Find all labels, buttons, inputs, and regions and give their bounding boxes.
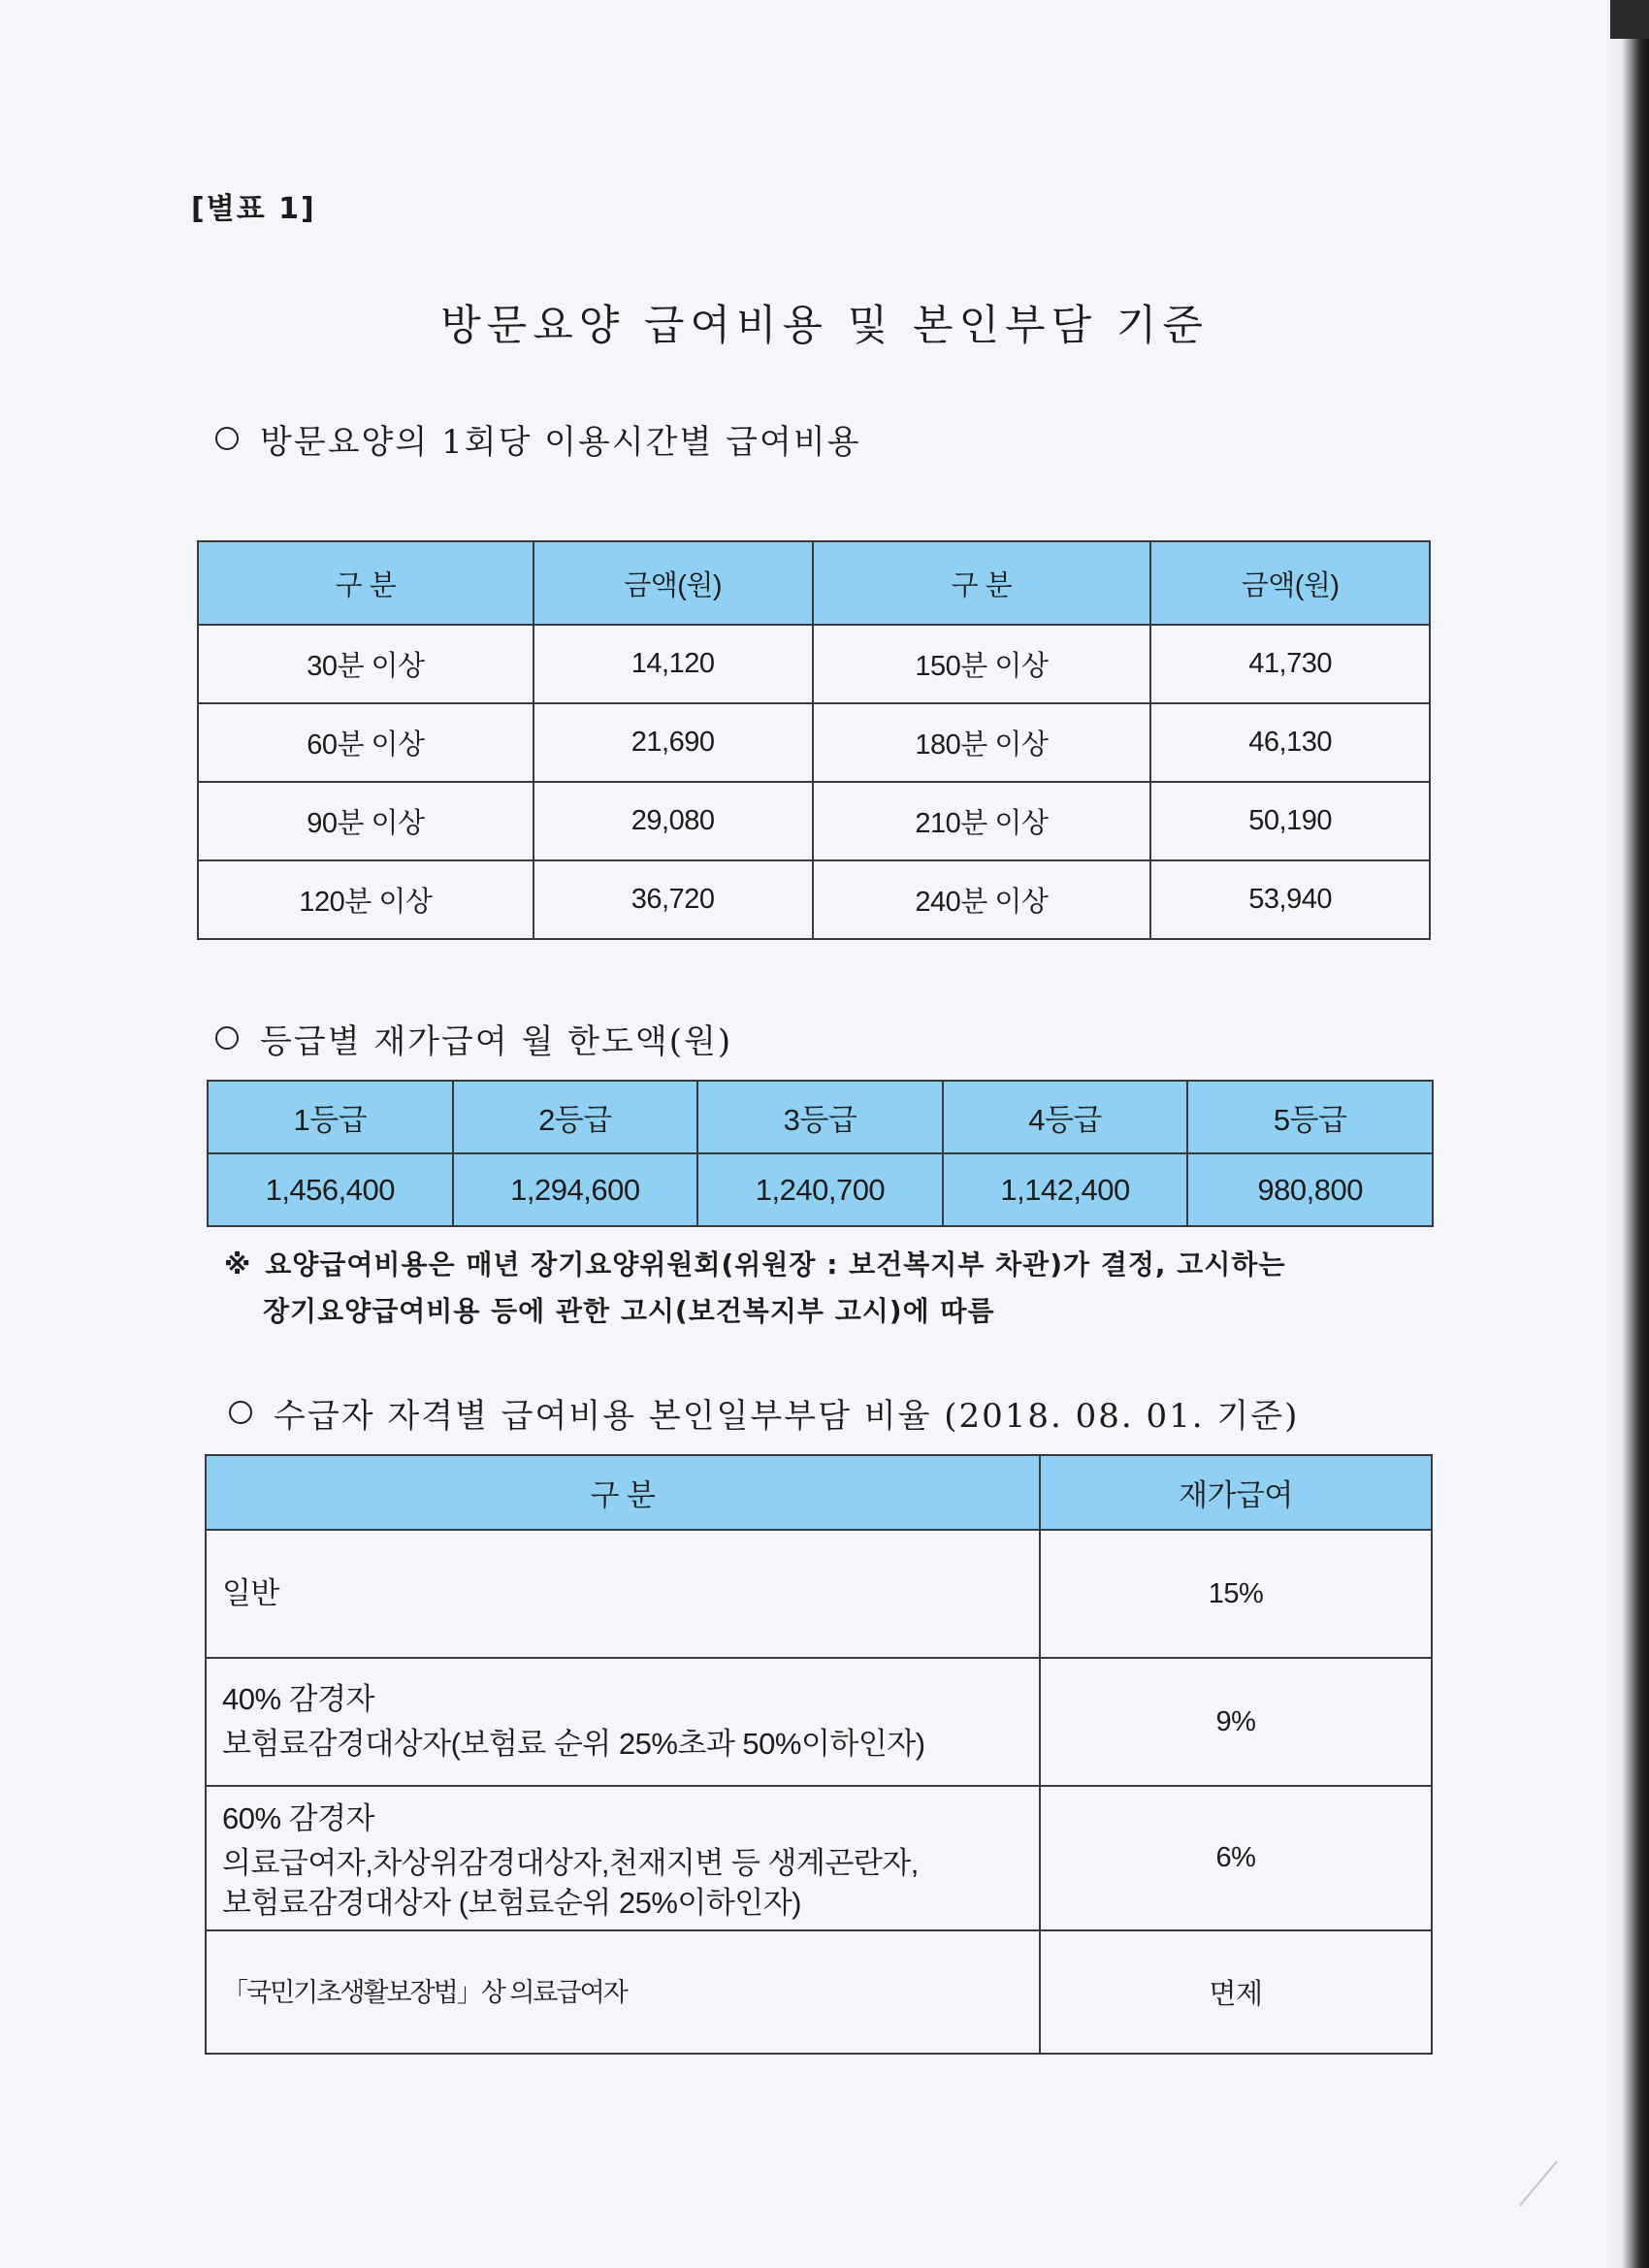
category-line: 「국민기초생활보장법」상 의료급여자 [222,1977,627,2007]
duration-cell: 240분 이상 [813,860,1151,939]
category-cell [206,1786,1040,1930]
table-row [198,782,1430,860]
section3-heading [229,1389,1299,1437]
amount-cell: 14,120 [534,625,813,703]
section2-heading-text: 등급별 재가급여 월 한도액(원) [260,1022,733,1061]
duration-cell: 30분 이상 [198,625,534,703]
amount-cell: 46,130 [1150,703,1430,782]
amount-cell: 50,190 [1150,782,1430,860]
grade-limit-table [207,1080,1434,1227]
ratio-cell: 9% [1040,1658,1432,1786]
reference-mark-icon: ※ [224,1248,252,1280]
limit-amount-cell: 1,240,700 [697,1153,943,1226]
header-amount-2: 금액(원) [1150,541,1430,625]
annex-label: [별표 1] [191,192,316,226]
section3-heading-text: 수급자 자격별 급여비용 본인일부부담 비율 (2018. 08. 01. 기준) [274,1397,1300,1436]
amount-cell: 53,940 [1150,860,1430,939]
table-row [198,860,1430,939]
category-line: 일반 [222,1576,279,1610]
section1-heading-text: 방문요양의 1회당 이용시간별 급여비용 [260,423,861,462]
grade-row [208,1081,1433,1153]
table-row [198,703,1430,782]
amount-row [208,1153,1433,1226]
circle-bullet-icon [215,1026,239,1050]
ratio-cell: 15% [1040,1530,1432,1658]
scan-edge-corner [1610,0,1649,39]
header-category-2: 구 분 [813,541,1151,625]
footnote-line2: 장기요양급여비용 등에 관한 고시(보건복지부 고시)에 따름 [263,1295,995,1327]
table-header-row [198,541,1430,625]
header-category: 구 분 [206,1455,1040,1530]
footnote [224,1242,1286,1335]
limit-amount-cell: 1,142,400 [943,1153,1188,1226]
header-category-1: 구 분 [198,541,534,625]
paper-fold-mark [1519,2160,1602,2244]
limit-amount-cell: 1,456,400 [208,1153,453,1226]
grade-cell: 2등급 [453,1081,698,1153]
duration-cell: 180분 이상 [813,703,1151,782]
header-amount-1: 금액(원) [534,541,813,625]
table-row [206,1786,1432,1930]
category-line: 보험료감경대상자 (보험료순위 25%이하인자) [222,1885,801,1920]
document-title: 방문요양 급여비용 및 본인부담 기준 [440,302,1209,350]
grade-cell: 4등급 [943,1081,1188,1153]
header-home-care: 재가급여 [1040,1455,1432,1530]
amount-cell: 21,690 [534,703,813,782]
grade-cell: 1등급 [208,1081,453,1153]
copayment-ratio-table [205,1454,1433,2055]
category-cell [206,1658,1040,1786]
category-line: 40% 감경자 [222,1682,374,1716]
grade-cell: 5등급 [1187,1081,1433,1153]
duration-cell: 210분 이상 [813,782,1151,860]
section2-heading [215,1015,732,1062]
table-header-row [206,1455,1432,1530]
category-cell [206,1930,1040,2054]
table-row [206,1658,1432,1786]
ratio-cell: 면제 [1040,1930,1432,2054]
category-line: 의료급여자,차상위감경대상자,천재지변 등 생계곤란자, [222,1845,919,1880]
table-row [198,625,1430,703]
amount-cell: 36,720 [534,860,813,939]
category-line: 60% 감경자 [222,1800,374,1835]
duration-cell: 150분 이상 [813,625,1151,703]
limit-amount-cell: 980,800 [1187,1153,1433,1226]
duration-cell: 120분 이상 [198,860,534,939]
table-row [206,1530,1432,1658]
amount-cell: 29,080 [534,782,813,860]
amount-cell: 41,730 [1150,625,1430,703]
ratio-cell: 6% [1040,1786,1432,1930]
category-cell [206,1530,1040,1658]
footnote-line1: 요양급여비용은 매년 장기요양위원회(위원장 : 보건복지부 차관)가 결정, 고시하는 [265,1248,1286,1280]
visit-care-cost-table [197,540,1431,940]
duration-cell: 90분 이상 [198,782,534,860]
section1-heading [215,415,861,463]
grade-cell: 3등급 [697,1081,943,1153]
limit-amount-cell: 1,294,600 [453,1153,698,1226]
circle-bullet-icon [229,1401,252,1424]
table-row [206,1930,1432,2054]
circle-bullet-icon [215,427,239,450]
duration-cell: 60분 이상 [198,703,534,782]
category-line: 보험료감경대상자(보험료 순위 25%초과 50%이하인자) [222,1727,925,1761]
